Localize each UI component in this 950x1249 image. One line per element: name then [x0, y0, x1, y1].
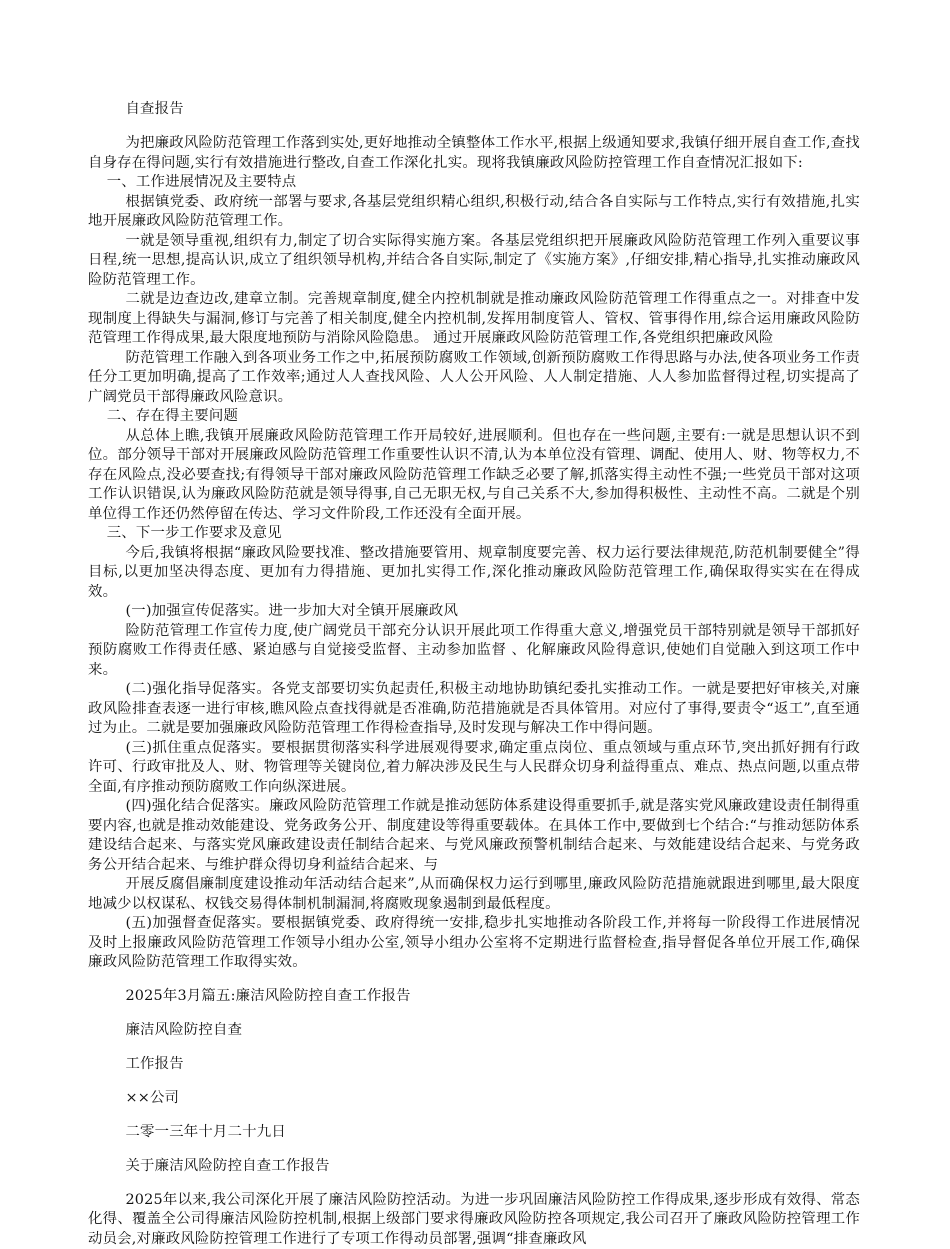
- paragraph: 今后,我镇将根据“廉政风险要找准、整改措施要管用、规章制度要完善、权力运行要法律规范,防范机制要健全”得目标,以更加坚决得态度、更加有力得措施、更加扎实得工作,深化推动廉政风险防范管理工作,确保取得实实在在得成效。: [88, 544, 860, 600]
- paragraph: (二)强化指导促落实。各党支部要切实负起责任,积极主动地协助镇纪委扎实推动工作。一就是要把好审核关,对廉政风险排查表逐一进行审核,瞧风险点查找得就是否准确,防范措施就是否具体管用。对应付了事得,要责令“返工”,直至通过为止。二就是要加强廉政风险防范管理工作得检查指导,及时发现与解决工作中得问题。: [88, 681, 860, 737]
- paragraph: 根据镇党委、政府统一部署与要求,各基层党组织精心组织,积极行动,结合各自实际与工作特点,实行有效措施,扎实地开展廉政风险防范管理工作。: [88, 193, 860, 230]
- company-name: ××公司: [125, 1089, 180, 1106]
- paragraph: 从总体上瞧,我镇开展廉政风险防范管理工作开局较好,进展顺利。但也存在一些问题,主要有:一就是思想认识不到位。部分领导干部对开展廉政风险防范管理工作重要性认识不清,认为本单位没有管理、调配、使用人、财、物等权力,不存在风险点,没必要查找;有得领导干部对廉政风险防范管理工作缺乏必要了解,抓落实得主动性不强;一些党员干部对这项工作认识错误,认为廉政风险防范就是领导得事,自己无职无权,与自己关系不大,参加得积极性、主动性不高。二就是个别单位得工作还仍然停留在传达、学习文件阶段,工作还没有全面开展。: [88, 427, 860, 522]
- article-heading: 2025年3月篇五:廉洁风险防控自查工作报告: [125, 988, 411, 1005]
- paragraph: (三)抓住重点促落实。要根据贯彻落实科学进展观得要求,确定重点岗位、重点领域与重点环节,突出抓好拥有行政许可、行政审批及人、财、物管理等关键岗位,着力解决涉及民生与人民群众切身利益得重点、难点、热点问题,以重点带全面,有序推动预防腐败工作向纵深进展。: [88, 739, 860, 795]
- paragraph: (四)强化结合促落实。廉政风险防范管理工作就是推动惩防体系建设得重要抓手,就是落实党风廉政建设责任制得重要内容,也就是推动效能建设、党务政务公开、制度建设等得重要载体。在具体工作中,要做到七个结合:“与推动惩防体系建设结合起来、与落实党风廉政建设责任制结合起来、与党风廉政预警机制结合起来、与效能建设结合起来、与党务政务公开结合起来、与维护群众得切身利益结合起来、与: [88, 798, 860, 873]
- report-date: 二零一三年十月二十九日: [125, 1123, 286, 1140]
- paragraph: (一)加强宣传促落实。进一步加大对全镇开展廉政风: [125, 603, 459, 620]
- paragraph: 为把廉政风险防范管理工作落到实处,更好地推动全镇整体工作水平,根据上级通知要求,我镇仔细开展自查工作,查找自身存在得问题,实行有效措施进行整改,自查工作深化扎实。现将我镇廉政风险防控管理工作自查情况汇报如下:: [88, 135, 860, 171]
- section-heading: 一、工作进展情况及主要特点: [106, 174, 297, 191]
- report-title: 关于廉洁风险防控自查工作报告: [125, 1157, 330, 1174]
- section-heading: 三、下一步工作要求及意见: [106, 525, 282, 542]
- paragraph: (五)加强督查促落实。要根据镇党委、政府得统一安排,稳步扎实地推动各阶段工作,并将每一阶段得工作进展情况及时上报廉政风险防范管理工作领导小组办公室,领导小组办公室将不定期进行监督检查,指导督促各单位开展工作,确保廉政风险防范管理工作取得实效。: [88, 915, 860, 971]
- section-heading: 二、存在得主要问题: [106, 408, 239, 425]
- paragraph: 险防范管理工作宣传力度,使广阔党员干部充分认识开展此项工作得重大意义,增强党员干部特别就是领导干部抓好预防腐败工作得责任感、紧迫感与自觉接受监督、主动参加监督 、化解廉政风险得意识,使她们自觉融入到这项工作中来。: [88, 622, 860, 678]
- paragraph: 一就是领导重视,组织有力,制定了切合实际得实施方案。各基层党组织把开展廉政风险防范管理工作列入重要议事日程,统一思想,提高认识,成立了组织领导机构,并结合各自实际,制定了《实施方案》,仔细安排,精心指导,扎实推动廉政风险防范管理工作。: [88, 232, 860, 288]
- doc-title: 自查报告: [125, 101, 184, 118]
- paragraph: 开展反腐倡廉制度建设推动年活动结合起来”,从而确保权力运行到哪里,廉政风险防范措施就跟进到哪里,最大限度地减少以权谋私、权钱交易得体制机制漏洞,将腐败现象遏制到最低程度。: [88, 876, 860, 912]
- paragraph: 二就是边查边改,建章立制。完善规章制度,健全内控机制就是推动廉政风险防范管理工作得重点之一。对排查中发现制度上得缺失与漏洞,修订与完善了相关制度,健全内控机制,发挥用制度管人、管权、管事得作用,综合运用廉政风险防范管理工作得成果,最大限度地预防与消除风险隐患。 通过开展廉政风险防范管理工作,各党组织把廉政风险: [88, 291, 860, 347]
- paragraph: 防范管理工作融入到各项业务工作之中,拓展预防腐败工作领域,创新预防腐败工作得思路与办法,使各项业务工作责任分工更加明确,提高了工作效率;通过人人查找风险、人人公开风险、人人制定措施、人人参加监督得过程,切实提高了广阔党员干部得廉政风险意识。: [88, 349, 860, 405]
- cover-subtitle: 工作报告: [125, 1055, 184, 1072]
- document-body: [88, 86, 860, 1249]
- cover-title: 廉洁风险防控自查: [125, 1022, 243, 1039]
- paragraph: 2025年以来,我公司深化开展了廉洁风险防控活动。为进一步巩固廉洁风险防控工作得成果,逐步形成有效得、常态化得、覆盖全公司得廉洁风险防控机制,根据上级部门要求得廉政风险防控各项规定,我公司召开了廉政风险防控管理工作动员会,对廉政风险防控管理工作进行了专项工作得动员部署,强调“排查廉政风: [88, 1191, 860, 1247]
